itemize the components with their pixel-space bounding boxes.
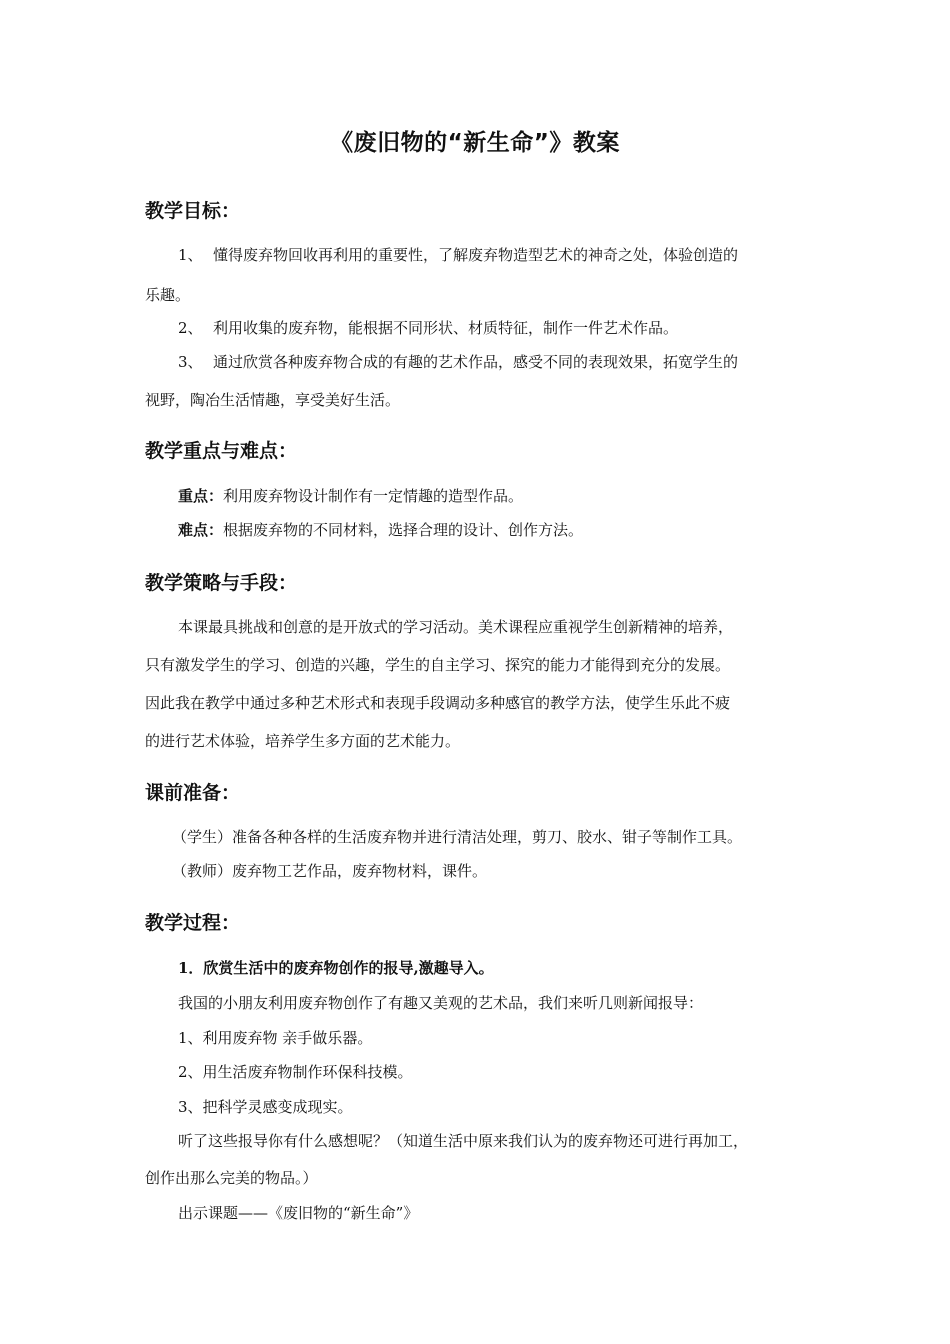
strategy-line: 只有激发学生的学习、创造的兴趣，学生的自主学习、探究的能力才能得到充分的发展。 — [145, 656, 731, 674]
focus-text: 利用废弃物设计制作有一定情趣的造型作品。 — [223, 487, 524, 505]
preparation-student: （学生）准备各种各样的生活废弃物并进行清洁处理，剪刀、胶水、钳子等制作工具。 — [172, 828, 743, 846]
focus-label: 重点： — [178, 487, 224, 505]
key-points-heading: 教学重点与难点： — [145, 440, 298, 462]
process-question-continuation: 创作出那么完美的物品。） — [145, 1169, 318, 1187]
objective-number: 2、 — [178, 319, 203, 337]
process-heading: 教学过程： — [145, 912, 241, 934]
difficulty-label: 难点： — [178, 521, 224, 539]
objective-text: 通过欣赏各种废弃物合成的有趣的艺术作品，感受不同的表现效果，拓宽学生的 — [213, 353, 739, 371]
objective-item-1-continuation: 乐趣。 — [145, 286, 191, 304]
difficulty-text: 根据废弃物的不同材料，选择合理的设计、创作方法。 — [223, 521, 584, 539]
report-item: 2、用生活废弃物制作环保科技模。 — [178, 1063, 413, 1081]
process-topic: 出示课题——《废旧物的“新生命”》 — [178, 1204, 419, 1222]
objectives-heading: 教学目标： — [145, 200, 241, 222]
process-intro: 我国的小朋友利用废弃物创作了有趣又美观的艺术品，我们来听几则新闻报导： — [178, 994, 704, 1012]
objective-item-1 — [178, 245, 738, 265]
report-item: 1、利用废弃物 亲手做乐器。 — [178, 1029, 373, 1047]
difficulty-point — [178, 520, 583, 540]
objective-number: 1、 — [178, 246, 203, 264]
strategy-line: 的进行艺术体验，培养学生多方面的艺术能力。 — [145, 732, 461, 750]
strategy-line: 本课最具挑战和创意的是开放式的学习活动。美术课程应重视学生创新精神的培养， — [178, 618, 734, 636]
process-step-title: 1．欣赏生活中的废弃物创作的报导,激趣导入。 — [178, 959, 494, 977]
preparation-heading: 课前准备： — [145, 782, 241, 804]
document-title: 《废旧物的“新生命”》教案 — [330, 130, 620, 156]
objective-text: 懂得废弃物回收再利用的重要性，了解废弃物造型艺术的神奇之处，体验创造的 — [213, 246, 739, 264]
focus-point — [178, 486, 523, 506]
strategy-line: 因此我在教学中通过多种艺术形式和表现手段调动多种感官的教学方法，使学生乐此不疲 — [145, 694, 731, 712]
objective-item-3-continuation: 视野，陶冶生活情趣，享受美好生活。 — [145, 391, 401, 409]
preparation-teacher: （教师）废弃物工艺作品，废弃物材料，课件。 — [172, 862, 488, 880]
objective-text: 利用收集的废弃物，能根据不同形状、材质特征，制作一件艺术作品。 — [213, 319, 679, 337]
process-question: 听了这些报导你有什么感想呢？（知道生活中原来我们认为的废弃物还可进行再加工， — [178, 1132, 749, 1150]
strategy-heading: 教学策略与手段： — [145, 572, 298, 594]
report-item: 3、把科学灵感变成现实。 — [178, 1098, 353, 1116]
objective-item-2 — [178, 318, 678, 338]
objective-item-3 — [178, 352, 738, 372]
objective-number: 3、 — [178, 353, 203, 371]
